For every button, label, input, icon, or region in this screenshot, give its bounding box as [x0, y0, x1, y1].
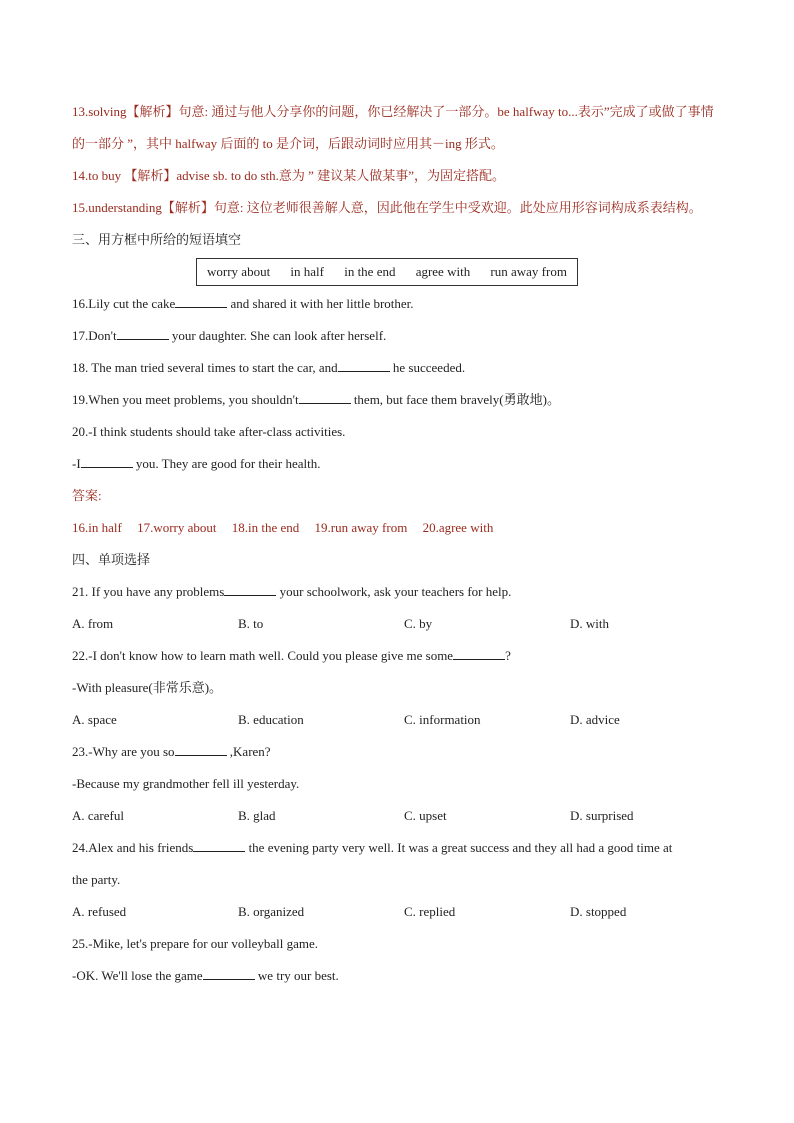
question-text: the evening party very well. It was a great success and they all had a good time at — [245, 840, 673, 855]
question-text: 24.Alex and his friends — [72, 840, 194, 855]
answer-blank[interactable] — [453, 647, 505, 660]
option-c[interactable]: C. upset — [404, 808, 447, 823]
answer-16: 16.in half — [72, 520, 122, 535]
question-25-reply — [72, 960, 724, 992]
question-text: 21. If you have any problems — [72, 584, 225, 599]
question-24-cont: the party. — [72, 872, 121, 887]
option-d[interactable]: D. surprised — [570, 808, 634, 823]
question-text: 16.Lily cut the cake — [72, 296, 176, 311]
question-19 — [72, 384, 724, 416]
explanation-15 — [72, 192, 724, 224]
option-d[interactable]: D. stopped — [570, 904, 627, 919]
option-d[interactable]: D. with — [570, 616, 609, 631]
option-a[interactable]: A. space — [72, 712, 117, 727]
option-b[interactable]: B. organized — [238, 904, 305, 919]
question-text: you. They are good for their health. — [132, 456, 321, 471]
option-c[interactable]: C. by — [404, 616, 433, 631]
explanation-lead: 13.solving【解析】句意: — [72, 104, 209, 119]
question-text: -I — [72, 456, 81, 471]
explanation-14 — [72, 160, 724, 192]
question-20 — [72, 416, 724, 448]
question-text: 17.Don't — [72, 328, 117, 343]
answer-20: 20.agree with — [422, 520, 494, 535]
question-22-reply: -With pleasure(非常乐意)。 — [72, 680, 223, 695]
explanation-text: advise sb. to do sth.意为 ” 建议某人做某事”，为固定搭配。 — [176, 168, 505, 183]
options-24 — [72, 896, 724, 928]
answer-blank[interactable] — [175, 295, 227, 308]
phrase-5: run away from — [490, 264, 567, 279]
option-d[interactable]: D. advice — [570, 712, 620, 727]
section-4-heading: 四、单项选择 — [72, 552, 151, 567]
answer-blank[interactable] — [338, 359, 390, 372]
question-20-reply — [72, 448, 724, 480]
answer-blank[interactable] — [224, 583, 276, 596]
question-23-reply: -Because my grandmother fell ill yesterday. — [72, 776, 300, 791]
question-text: ,Karen? — [226, 744, 271, 759]
phrase-2: in half — [290, 264, 324, 279]
option-b[interactable]: B. education — [238, 712, 304, 727]
question-text: them, but face them bravely(勇敢地)。 — [350, 392, 560, 407]
answer-label: 答案: — [72, 488, 102, 503]
explanation-13 — [72, 96, 724, 160]
answer-blank[interactable] — [299, 391, 351, 404]
answer-blank[interactable] — [193, 839, 245, 852]
question-16 — [72, 288, 724, 320]
explanation-text: 这位老师很善解人意，因此他在学生中受欢迎。此处应用形容词构成系表结构。 — [243, 200, 702, 215]
question-text: 23.-Why are you so — [72, 744, 175, 759]
option-c[interactable]: C. replied — [404, 904, 456, 919]
phrase-3: in the end — [344, 264, 396, 279]
option-a[interactable]: A. from — [72, 616, 114, 631]
phrase-1: worry about — [207, 264, 271, 279]
section-3-heading: 三、用方框中所给的短语填空 — [72, 232, 242, 247]
question-18 — [72, 352, 724, 384]
question-text: 18. The man tried several times to start the car, and — [72, 360, 338, 375]
option-a[interactable]: A. refused — [72, 904, 127, 919]
phrase-box — [196, 258, 578, 286]
answer-blank[interactable] — [81, 455, 133, 468]
question-text: 19.When you meet problems, you shouldn't — [72, 392, 299, 407]
option-b[interactable]: B. glad — [238, 808, 276, 823]
answer-17: 17.worry about — [137, 520, 217, 535]
option-a[interactable]: A. careful — [72, 808, 124, 823]
question-text: he succeeded. — [389, 360, 466, 375]
question-text: 22.-I don't know how to learn math well. Could you please give me some — [72, 648, 454, 663]
question-21 — [72, 576, 724, 608]
option-c[interactable]: C. information — [404, 712, 481, 727]
question-17 — [72, 320, 724, 352]
answer-blank[interactable] — [117, 327, 169, 340]
question-text: -OK. We'll lose the game — [72, 968, 203, 983]
question-22 — [72, 640, 724, 672]
answer-18: 18.in the end — [231, 520, 300, 535]
question-23 — [72, 736, 724, 768]
question-text: and shared it with her little brother. — [227, 296, 414, 311]
explanation-lead: 14.to buy 【解析】 — [72, 168, 177, 183]
question-text: 20.-I think students should take after-class activities. — [72, 424, 346, 439]
question-text: ? — [505, 648, 511, 663]
question-text: we try our best. — [254, 968, 339, 983]
option-b[interactable]: B. to — [238, 616, 264, 631]
question-25: 25.-Mike, let's prepare for our volleyball game. — [72, 936, 319, 951]
options-21 — [72, 608, 724, 640]
question-24 — [72, 832, 724, 864]
options-22 — [72, 704, 724, 736]
answer-blank[interactable] — [175, 743, 227, 756]
phrase-4: agree with — [415, 264, 471, 279]
question-text: your schoolwork, ask your teachers for help. — [276, 584, 512, 599]
answer-19: 19.run away from — [314, 520, 408, 535]
answer-list — [72, 512, 724, 544]
question-text: your daughter. She can look after herself. — [168, 328, 387, 343]
explanation-lead: 15.understanding【解析】句意: — [72, 200, 244, 215]
options-23 — [72, 800, 724, 832]
explanation-text: 通过与他人分享你的问题，你已经解决了一部分。be halfway to...表示”完成了或做了事情的一部分 ”，其中 halfway 后面的 to 是介词，后跟动词时应用其－ing 形式。 — [72, 104, 714, 151]
answer-blank[interactable] — [203, 967, 255, 980]
worksheet-page — [72, 96, 724, 992]
